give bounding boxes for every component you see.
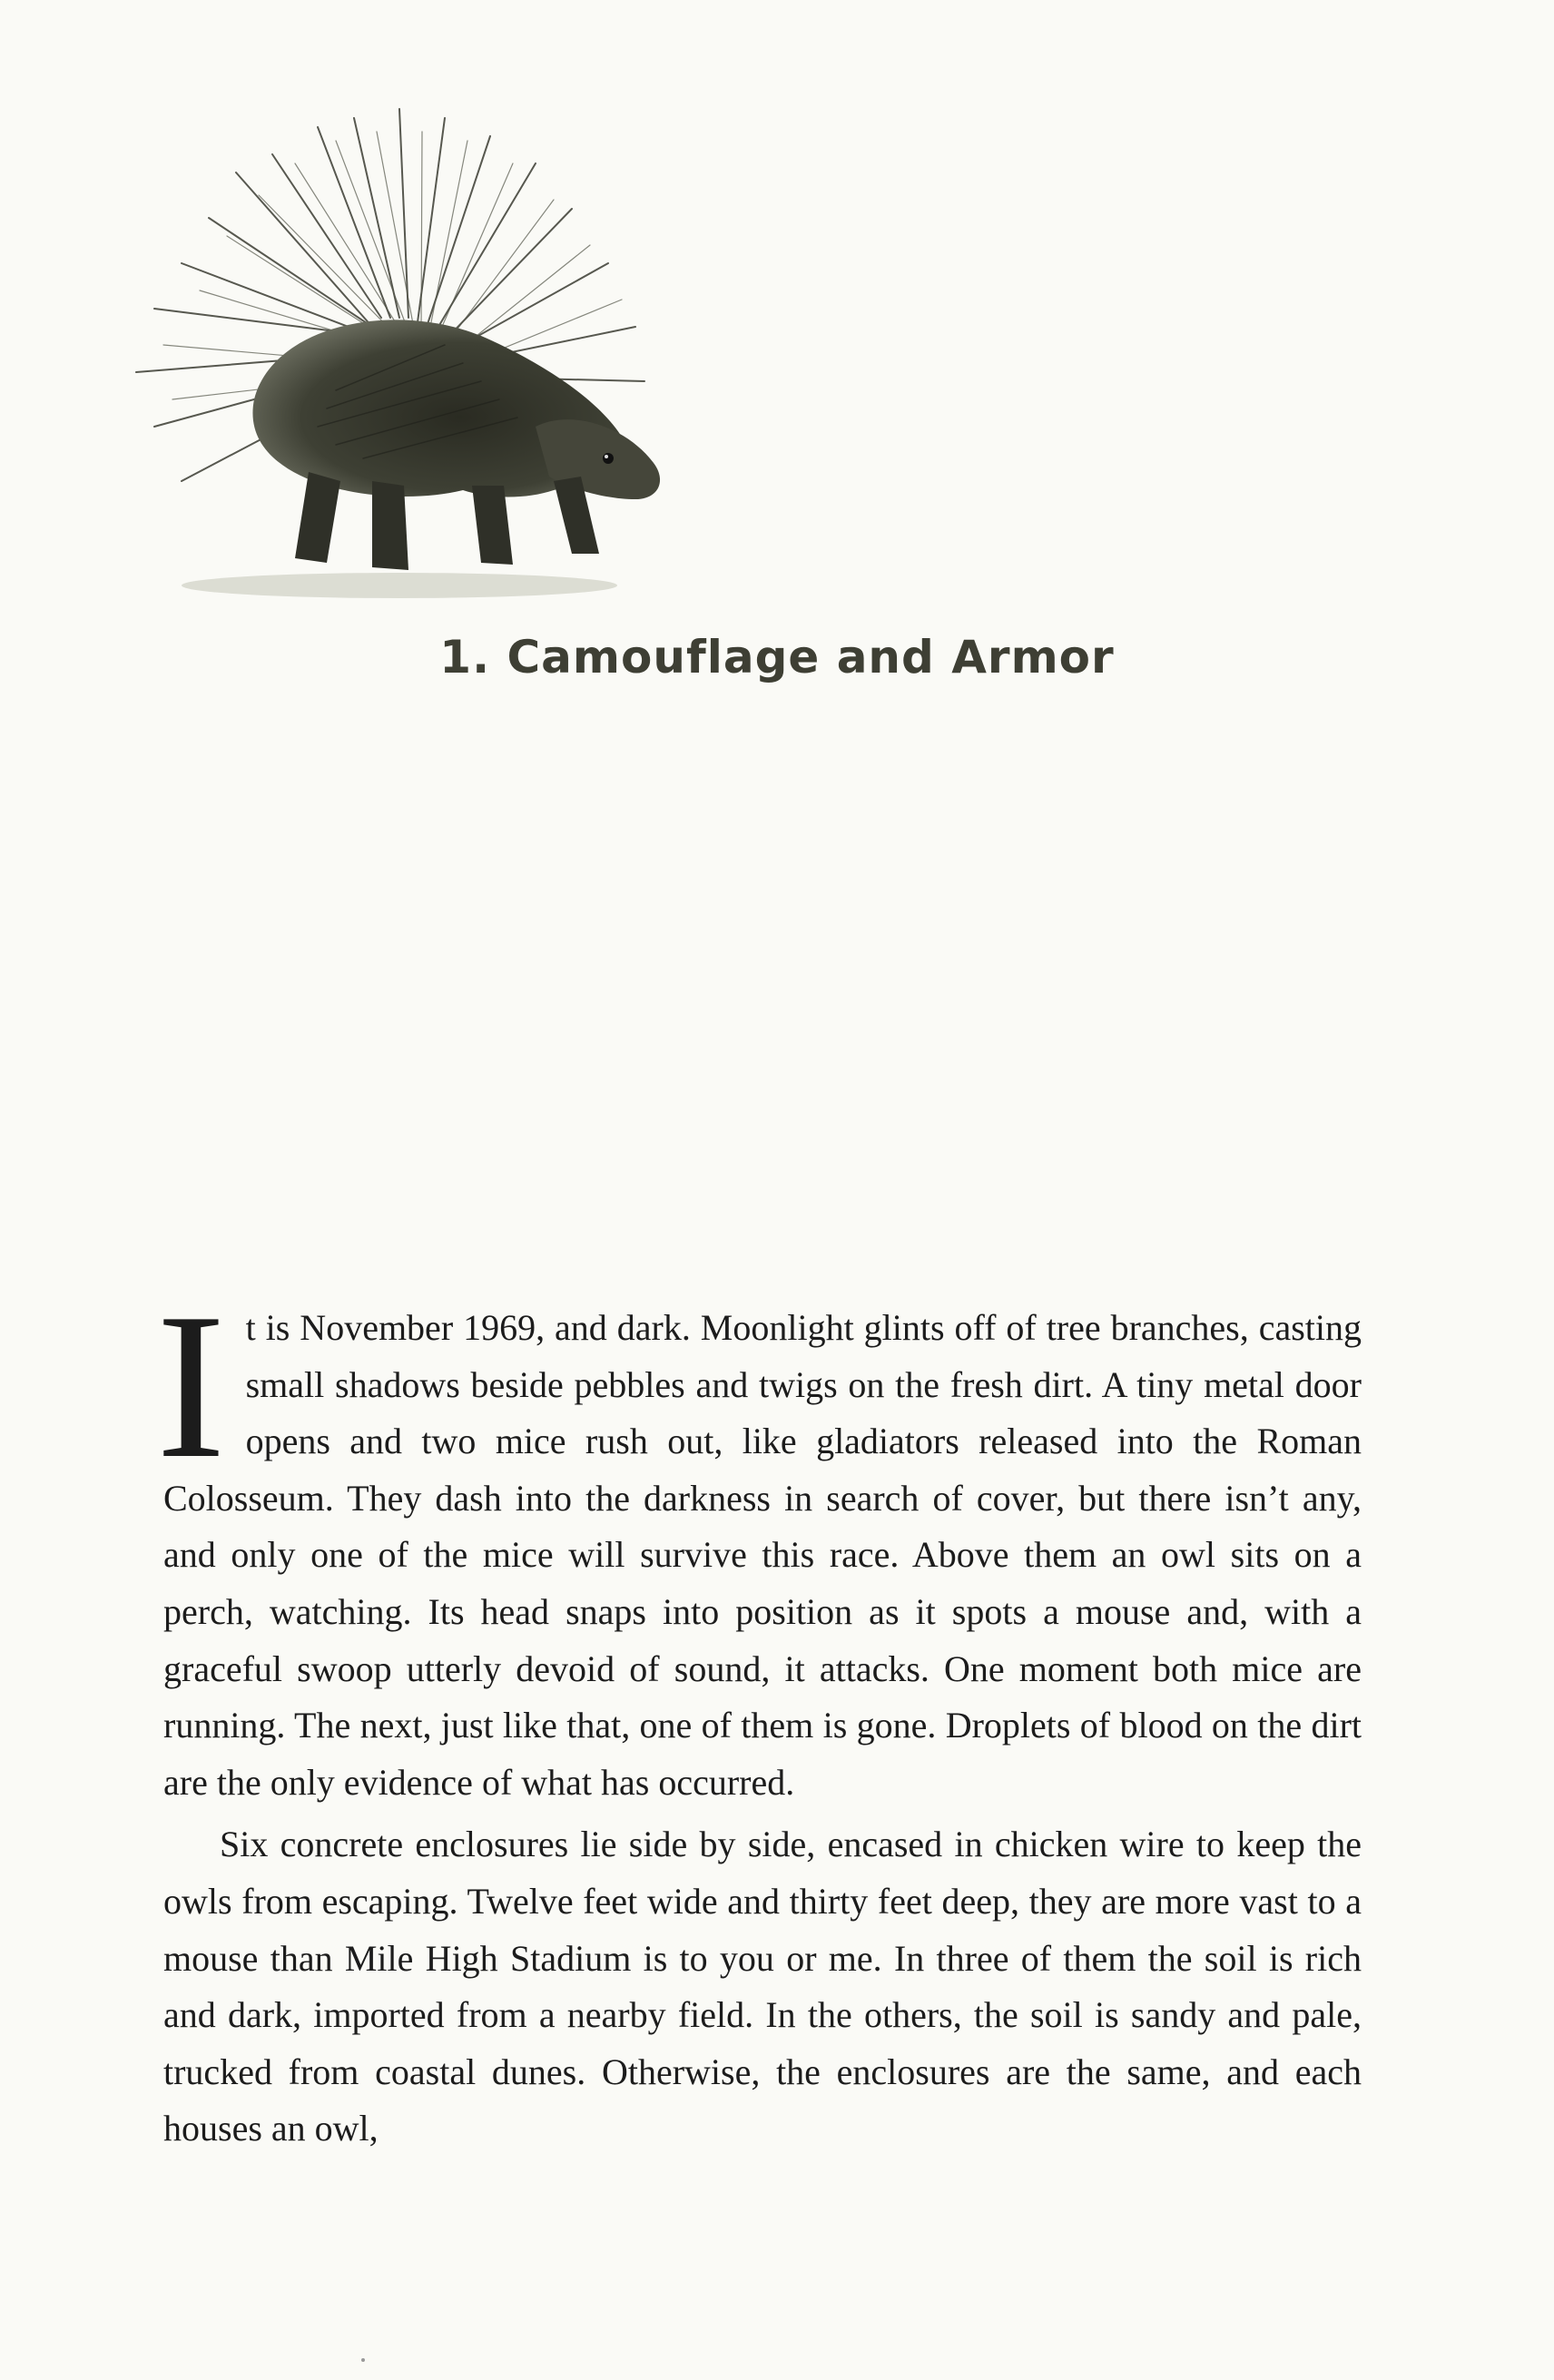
paragraph-1-text: t is November 1969, and dark. Moonlight glints off of tree branches, casting small shadows beside pebbles and twigs on the fresh dirt. A tiny metal door opens and two mice rush out, like gladiators released into the Roman Colosseum. They dash into the darkness in search of cover, but there isn’t any, and only one of the mice will survive this race. Above them an owl sits on a perch, watching. Its head snaps into position as it spots a mouse and, with a graceful swoop utterly devoid of sound, it attacks. One moment both mice are running. The next, just like that, one of them is gone. Droplets of blood on the dirt are the only evidence of what has occurred. — [163, 1307, 1362, 1803]
paragraph-2: Six concrete enclosures lie side by side, encased in chicken wire to keep the owls from escaping. Twelve feet wide and thirty feet deep, they are more vast to a mouse than Mile High Stadium is to you or me. In three of them the soil is rich and dark, imported from a nearby field. In the others, the soil is sandy and pale, trucked from coastal dunes. Otherwise, the enclosures are the same, and each houses an owl, — [163, 1824, 1362, 2149]
drop-cap: I — [156, 1270, 226, 1501]
chapter-title: 1. Camouflage and Armor — [439, 631, 1115, 684]
body-text — [156, 1270, 1362, 2158]
page-speck — [361, 2358, 365, 2362]
porcupine-illustration — [100, 100, 681, 608]
paragraph-1 — [156, 1270, 1362, 1811]
